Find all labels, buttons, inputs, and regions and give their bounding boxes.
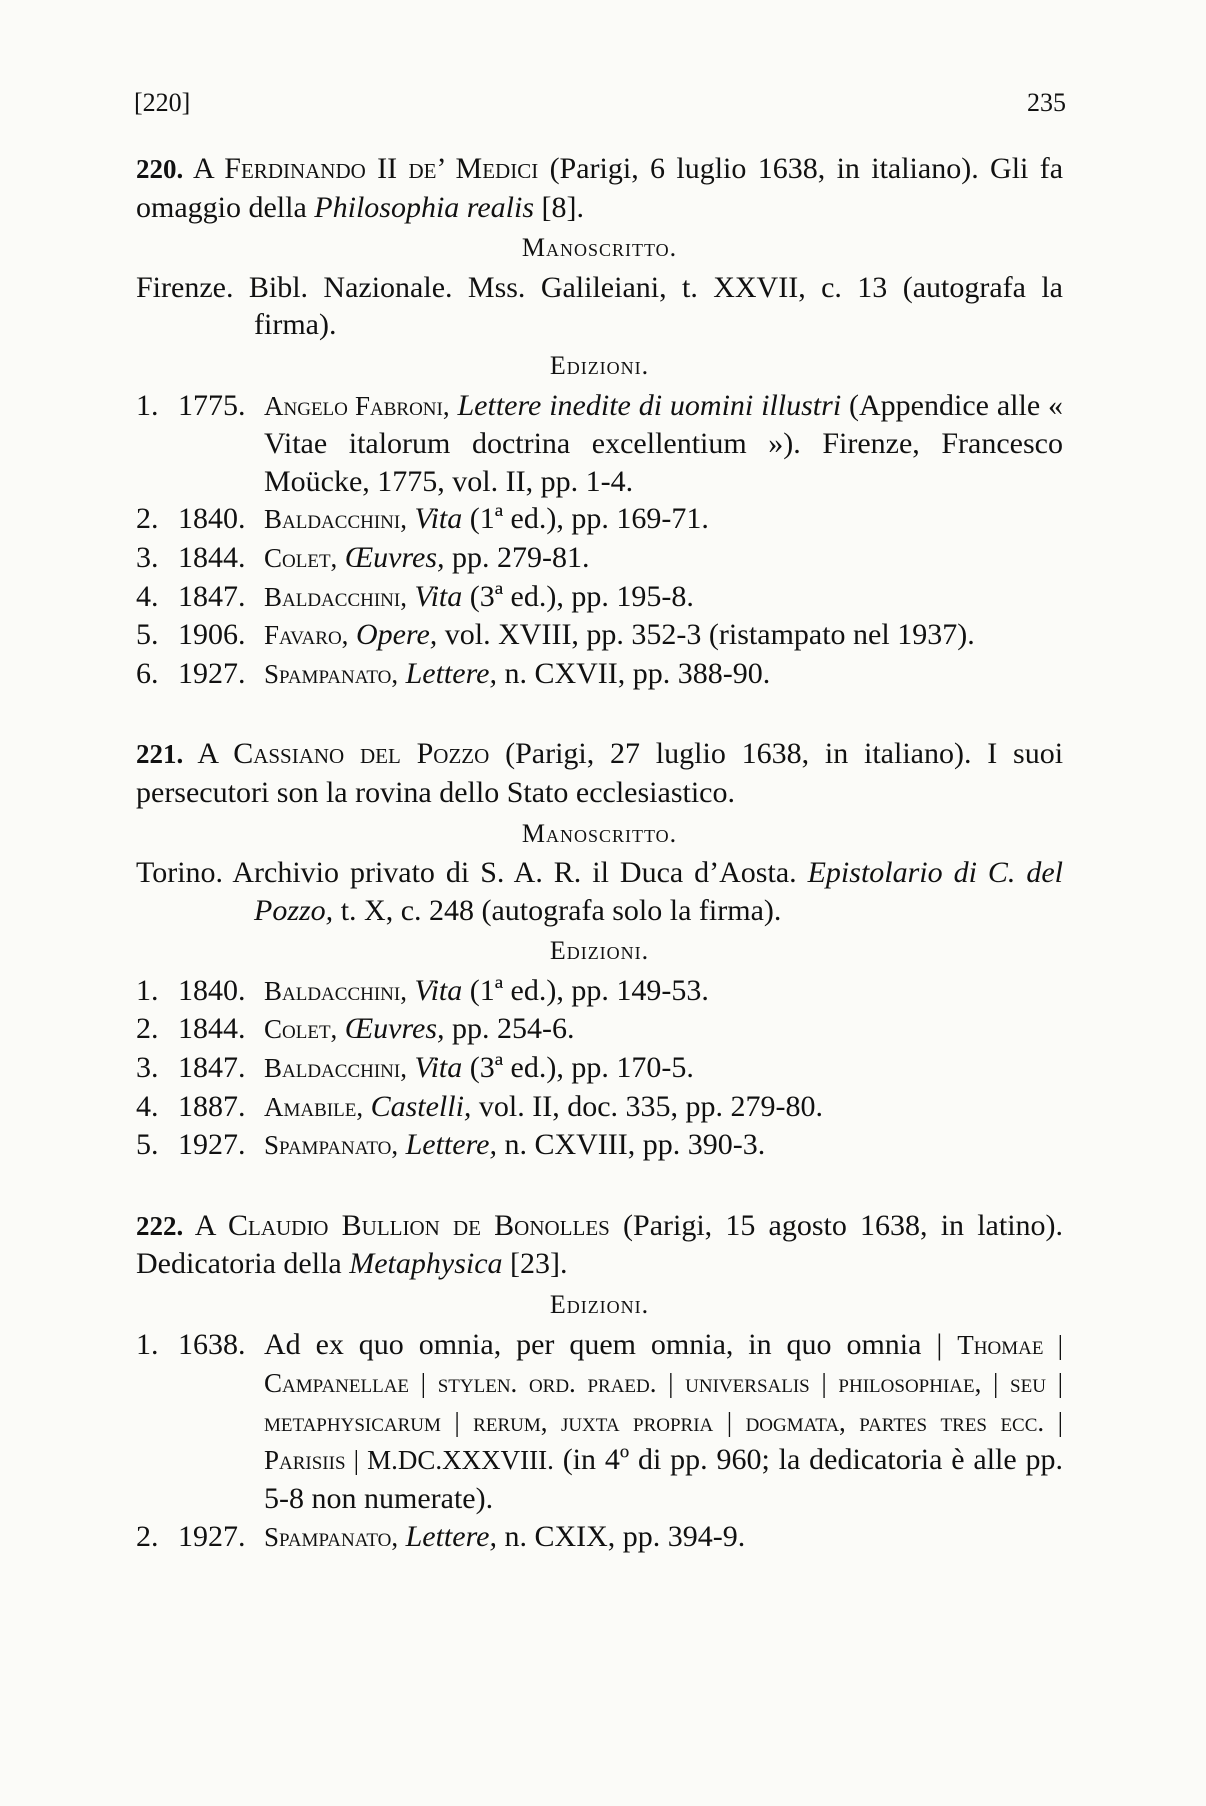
edition-work: Vita (414, 973, 463, 1007)
edition-item (136, 1049, 1063, 1088)
edition-details: n. CXVII, pp. 388-90. (504, 656, 771, 690)
edition-year: 1847. (178, 579, 246, 613)
edition-text (264, 616, 1063, 655)
manuscript-location (136, 269, 1063, 344)
manuscript-text: Torino. Archivio privato di S. A. R. il Duca d’Aosta. (136, 856, 797, 890)
title-prefix: A (192, 152, 213, 185)
edition-work: Castelli, (370, 1089, 472, 1123)
edition-item (136, 1088, 1063, 1127)
edition-details: n. CXIX, pp. 394-9. (504, 1519, 746, 1553)
edition-item (136, 972, 1063, 1011)
edition-index: 6. (136, 656, 159, 690)
edition-year: 1927. (178, 1128, 246, 1162)
edition-index: 5. (136, 618, 159, 652)
manuscript-heading: Manoscritto. (521, 233, 678, 263)
addressee: Cassiano del Pozzo (233, 737, 490, 771)
title-rest: (Parigi, 6 luglio 1638, in italiano). Gli fa omaggio della (136, 152, 1064, 224)
addressee: Claudio Bullion de Bonolles (227, 1208, 610, 1242)
entry-number: 222. (136, 1210, 184, 1241)
edition-details: vol. XVIII, pp. 352-3 (ristampato nel 1937). (444, 618, 975, 652)
edition-index: 1. (136, 1327, 159, 1361)
edition-details: (in 4º di pp. 960; la dedicatoria è alle pp. 5-8 non numerate). (264, 1443, 1064, 1515)
manuscript-collection: Epistolario di C. del Pozzo, (254, 856, 1063, 927)
work-title: Metaphysica (349, 1247, 503, 1281)
editions-list (136, 387, 1063, 694)
page-body (136, 150, 1063, 1598)
edition-author: Angelo Fabroni, (264, 390, 450, 421)
entry-number: 220. (136, 154, 184, 184)
letter-entry-221 (136, 735, 1063, 1165)
edition-item (136, 616, 1063, 655)
edition-author: Baldacchini, (264, 1053, 407, 1084)
edition-item (136, 578, 1063, 617)
title-rest: (Parigi, 27 luglio 1638, in italiano). I suoi persecutori son la rovina dello Stato ecclesiastico. (136, 737, 1064, 809)
editions-heading: Edizioni. (549, 1290, 650, 1320)
edition-item (136, 655, 1063, 694)
entry-heading (136, 1207, 1063, 1283)
edition-year: 1906. (178, 618, 246, 652)
edition-author: Baldacchini, (264, 975, 407, 1006)
letter-entry-222 (136, 1207, 1063, 1556)
manuscript-text: Firenze. Bibl. Nazionale. Mss. Galileiani, t. XXVII, c. 13 (autografa la firma). (136, 270, 1063, 342)
edition-item (136, 539, 1063, 578)
edition-index: 2. (136, 1012, 159, 1046)
edition-year: 1840. (178, 502, 246, 536)
edition-text (264, 1326, 1063, 1518)
edition-details: (1ª ed.), pp. 169-71. (469, 502, 709, 536)
title-prefix: A (197, 737, 218, 771)
edition-text (264, 1010, 1063, 1049)
manuscript-location (136, 854, 1063, 929)
entry-heading (136, 735, 1063, 811)
edition-work: Vita (414, 502, 463, 536)
edition-work: Lettere, (405, 656, 497, 690)
edition-details: n. CXVIII, pp. 390-3. (504, 1128, 766, 1162)
edition-text (264, 578, 1063, 617)
edition-year: 1844. (178, 1012, 246, 1046)
edition-details: (3ª ed.), pp. 170-5. (469, 1051, 694, 1085)
edition-text (264, 539, 1063, 578)
edition-item (136, 1126, 1063, 1165)
edition-year: 1840. (178, 973, 246, 1007)
editions-heading: Edizioni. (549, 350, 650, 380)
editions-list (136, 1326, 1063, 1557)
edition-text (264, 655, 1063, 694)
edition-index: 3. (136, 1051, 159, 1085)
edition-work: Opere, (355, 618, 438, 652)
edition-text (264, 1126, 1063, 1165)
edition-text (264, 1518, 1063, 1557)
editions-heading: Edizioni. (549, 936, 650, 966)
edition-details: (3ª ed.), pp. 195-8. (469, 579, 694, 613)
title-prefix: A (194, 1208, 215, 1242)
edition-year: 1927. (178, 656, 246, 690)
title-page-incipit: Ad ex quo omnia, per quem omnia, in quo omnia | (264, 1327, 943, 1361)
cross-ref: [8]. (541, 190, 585, 224)
edition-work: Œuvres, (344, 1012, 445, 1046)
edition-details: (1ª ed.), pp. 149-53. (469, 973, 709, 1007)
edition-details: pp. 279-81. (452, 540, 590, 574)
edition-index: 3. (136, 540, 159, 574)
edition-work: Vita (414, 579, 463, 613)
work-title: Philosophia realis (314, 190, 535, 224)
edition-text (264, 972, 1063, 1011)
edition-year: 1887. (178, 1089, 246, 1123)
edition-index: 4. (136, 1089, 159, 1123)
running-header (134, 88, 1066, 124)
edition-text (264, 387, 1063, 501)
edition-year: 1638. (178, 1327, 246, 1361)
edition-author: Favaro, (264, 620, 349, 651)
edition-text (264, 1049, 1063, 1088)
edition-index: 1. (136, 388, 159, 422)
entry-number: 221. (136, 739, 184, 770)
edition-author: Colet, (264, 1014, 338, 1045)
edition-work: Vita (414, 1051, 463, 1085)
section-marker: [220] (134, 88, 191, 117)
edition-details: vol. II, doc. 335, pp. 279-80. (478, 1089, 824, 1123)
manuscript-details: t. X, c. 248 (autografa solo la firma). (340, 893, 782, 927)
manuscript-heading: Manoscritto. (521, 818, 678, 848)
letter-entry-220 (136, 150, 1063, 693)
edition-item (136, 1326, 1063, 1518)
edition-index: 1. (136, 973, 159, 1007)
cross-ref: [23]. (510, 1247, 568, 1281)
edition-author: Spampanato, (264, 1521, 399, 1552)
addressee: Ferdinando II de’ Medici (224, 152, 539, 185)
edition-year: 1847. (178, 1051, 246, 1085)
title-page-transcription: Thomae | Campanellae | stylen. ord. praed. | universalis | philosophiae, | seu | metaphysicarum | rerum, juxta propria | dogmata, partes tres ecc. | Parisiis | M.DC.XXXVIII. (264, 1329, 1064, 1476)
edition-index: 2. (136, 502, 159, 536)
edition-text (264, 1088, 1063, 1127)
edition-work: Lettere, (405, 1519, 497, 1553)
edition-author: Spampanato, (264, 658, 399, 689)
edition-author: Baldacchini, (264, 581, 407, 612)
edition-work: Œuvres, (344, 540, 445, 574)
edition-details: pp. 254-6. (452, 1012, 575, 1046)
edition-author: Baldacchini, (264, 504, 407, 535)
edition-work: Lettere inedite di uomini illustri (457, 388, 842, 422)
entry-heading (136, 150, 1063, 226)
edition-item (136, 387, 1063, 501)
edition-author: Colet, (264, 542, 338, 573)
page-number: 235 (1027, 88, 1066, 117)
edition-work: Lettere, (405, 1128, 497, 1162)
title-rest: (Parigi, 15 agosto 1638, in latino). Dedicatoria della (136, 1208, 1064, 1281)
edition-author: Amabile, (264, 1091, 364, 1122)
edition-year: 1844. (178, 540, 246, 574)
edition-year: 1775. (178, 388, 246, 422)
edition-text (264, 500, 1063, 539)
edition-item (136, 1010, 1063, 1049)
edition-index: 5. (136, 1128, 159, 1162)
edition-index: 4. (136, 579, 159, 613)
edition-item (136, 500, 1063, 539)
edition-year: 1927. (178, 1519, 246, 1553)
edition-item (136, 1518, 1063, 1557)
edition-author: Spampanato, (264, 1130, 399, 1161)
edition-details: (Appendice alle « Vitae italorum doctrina excellentium »). Firenze, Francesco Moücke, 1775, vol. II, pp. 1-4. (264, 388, 1064, 498)
editions-list (136, 972, 1063, 1165)
edition-index: 2. (136, 1519, 159, 1553)
